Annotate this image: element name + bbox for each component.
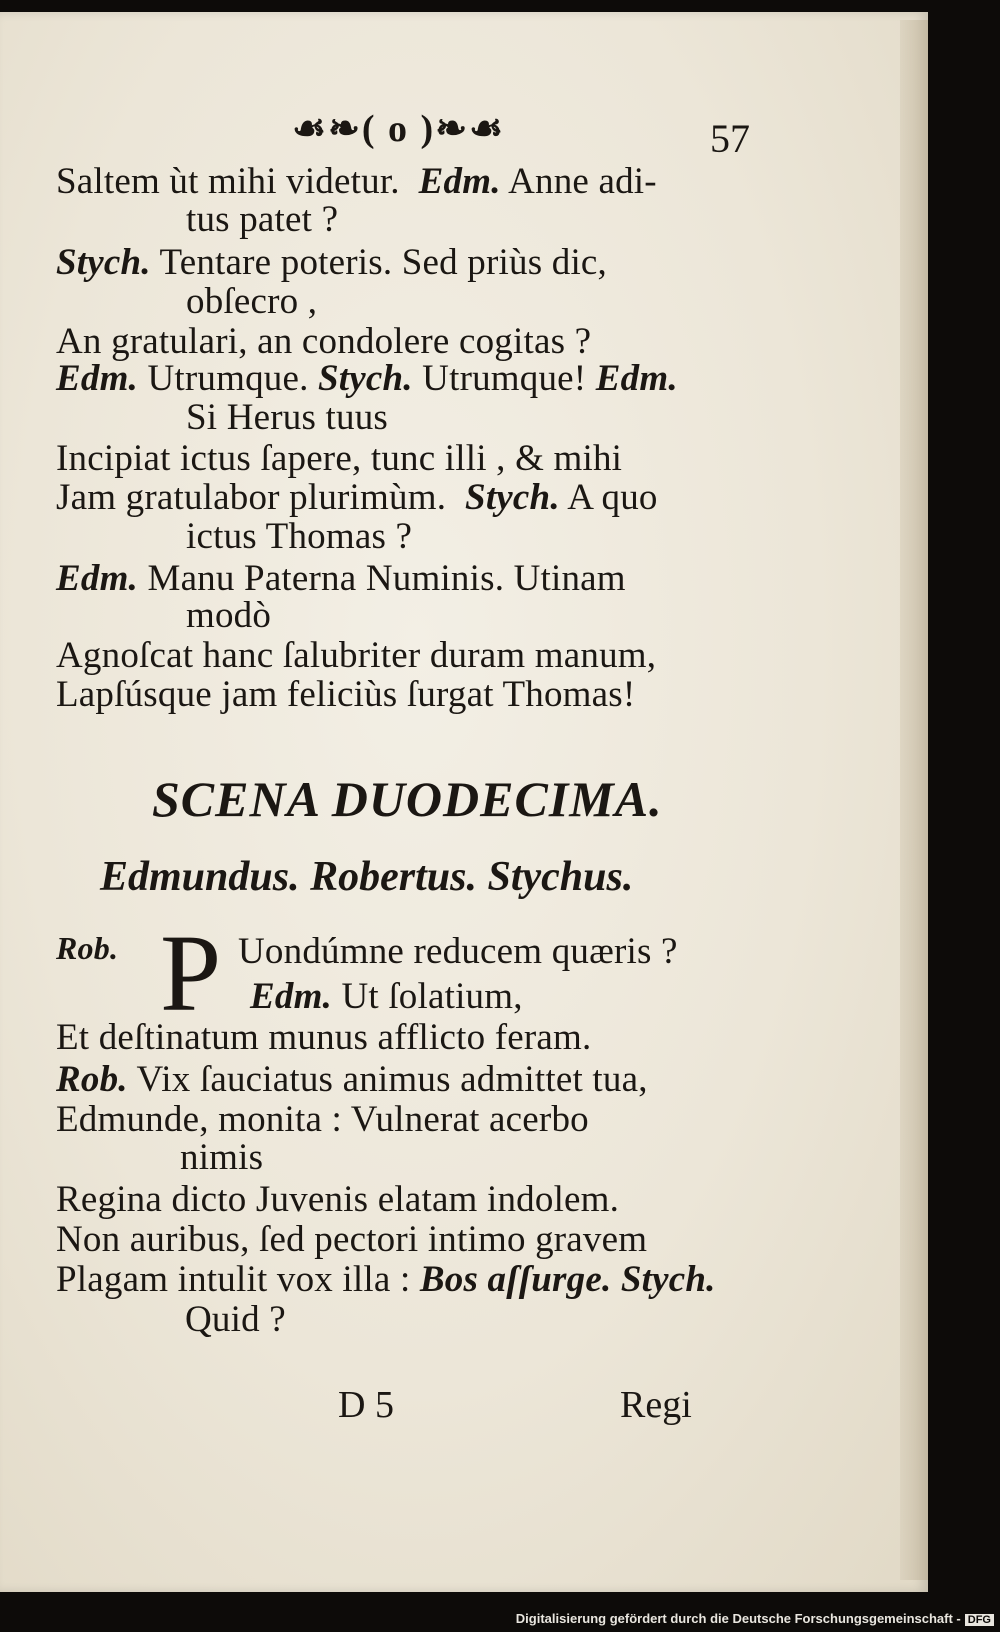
text-line: obſecro ,: [186, 281, 318, 322]
text-line: Saltem ùt mihi videtur. Edm. Anne adi-: [56, 161, 657, 202]
speaker-label: Edm.: [418, 161, 501, 202]
text-line: Plagam intulit vox illa : Bos aſſurge. Stych.: [56, 1259, 716, 1300]
text-line: Edm. Ut ſolatium,: [250, 976, 523, 1017]
page-edge: [900, 20, 928, 1580]
dfg-logo: DFG: [965, 1614, 994, 1626]
text-line: Regina dicto Juvenis elatam indolem.: [56, 1179, 620, 1220]
signature-mark: D 5: [338, 1384, 394, 1426]
speaker-label: Stych.: [620, 1259, 716, 1300]
page-number: 57: [710, 116, 750, 161]
speaker-label: Rob.: [56, 930, 119, 966]
text-line: Edm. Utrumque. Stych. Utrumque! Edm.: [56, 358, 678, 399]
digitization-credit: Digitalisierung gefördert durch die Deutsche Forschungsgemeinschaft - DFG: [516, 1611, 994, 1626]
text-line: nimis: [180, 1137, 264, 1178]
text-line: Quid ?: [185, 1299, 286, 1340]
text-line: Jam gratulabor plurimùm. Stych. A quo: [56, 477, 658, 518]
text-line: Edm. Manu Paterna Numinis. Utinam: [56, 558, 626, 599]
scene-title: SCENA DUODECIMA.: [152, 771, 663, 827]
speaker-label: Edm.: [56, 558, 139, 599]
speaker-label: Edm.: [56, 358, 139, 399]
speaker-label: Edm.: [250, 976, 333, 1017]
text-line: Rob. Vix ſauciatus animus admittet tua,: [56, 1059, 648, 1100]
text-line: tus patet ?: [186, 199, 339, 240]
text-line: Et deſtinatum munus afflicto feram.: [56, 1017, 592, 1058]
text-line: Agnoſcat hanc ſalubriter duram manum,: [56, 635, 657, 676]
speaker-label: Rob.: [56, 1059, 128, 1100]
text-line: Incipiat ictus ſapere, tunc illi , & mihi: [56, 438, 623, 479]
speaker-label: Stych.: [56, 242, 151, 283]
catchword: Regi: [620, 1384, 692, 1426]
text-line: Lapſúsque jam feliciùs ſurgat Thomas!: [56, 674, 636, 715]
text-line: Si Herus tuus: [186, 397, 388, 438]
text-line: Uondúmne reducem quæris ?: [238, 931, 678, 972]
text-line: Stych. Tentare poteris. Sed priùs dic,: [56, 242, 608, 283]
speaker-label: Edm.: [595, 358, 678, 399]
speaker-label: Stych.: [465, 477, 560, 518]
text-line: Non auribus, ſed pectori intimo gravem: [56, 1219, 648, 1260]
dramatis-personae: Edmundus. Robertus. Stychus.: [100, 854, 634, 900]
text-line: modò: [186, 595, 272, 636]
text-line: Edmunde, monita : Vulnerat acerbo: [56, 1099, 589, 1140]
text-line: An gratulari, an condolere cogitas ?: [56, 321, 592, 362]
text-line: ictus Thomas ?: [186, 516, 413, 557]
header-ornament: ☙❧( o )❧☙: [292, 108, 506, 150]
drop-capital: P: [160, 912, 222, 1034]
speaker-label: Stych.: [318, 358, 413, 399]
